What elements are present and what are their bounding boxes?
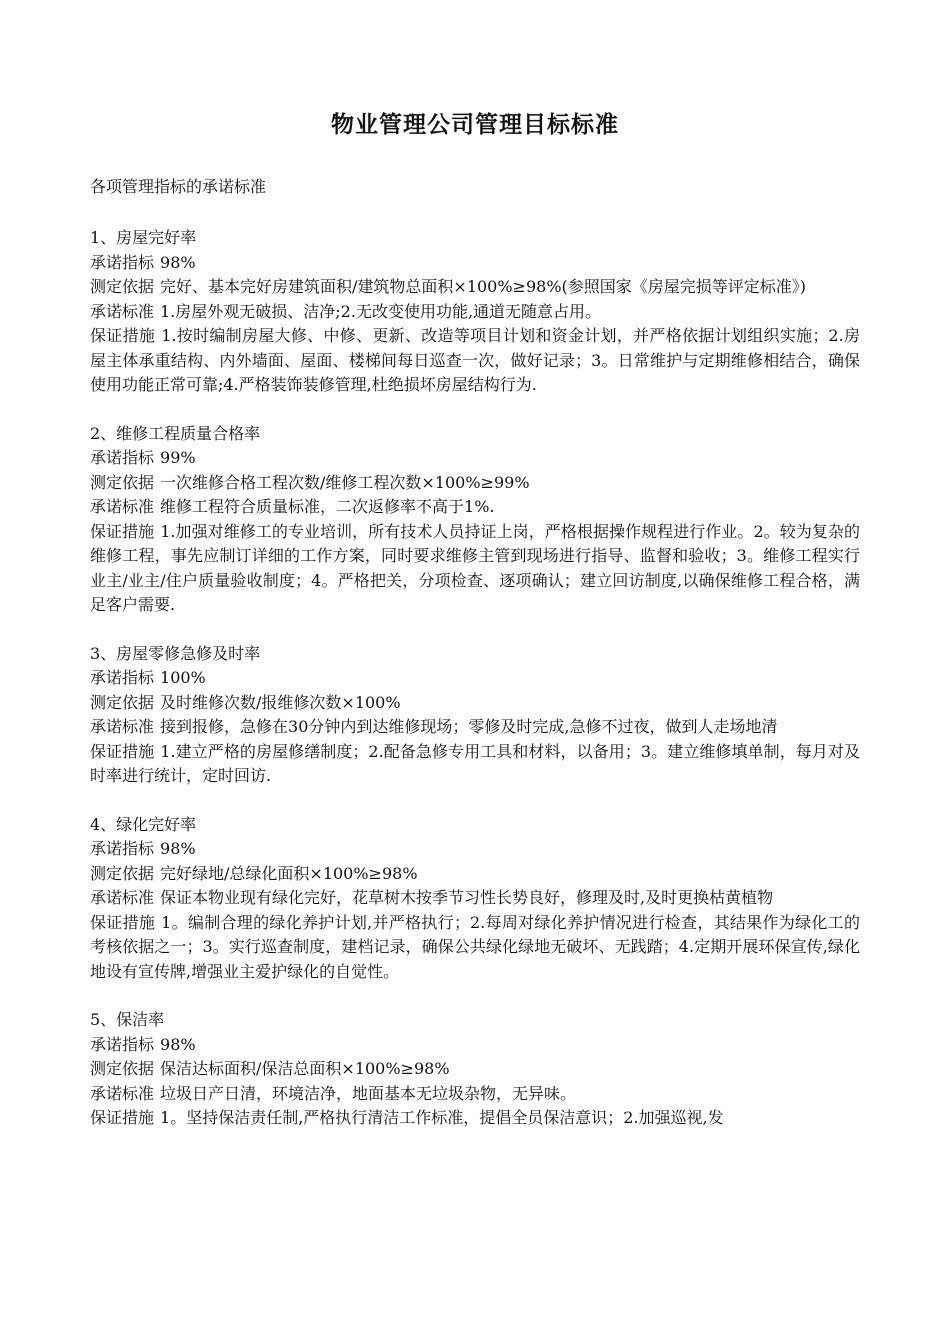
field-label: 保证措施 — [90, 521, 155, 541]
measures-line — [90, 911, 860, 985]
standard-line — [90, 1082, 860, 1107]
field-label: 承诺标准 — [90, 717, 155, 736]
field-label: 承诺指标 — [90, 839, 155, 858]
section-greening-intact-rate — [90, 813, 860, 985]
field-label: 承诺指标 — [90, 448, 155, 467]
measures-line — [90, 324, 860, 398]
field-value: 1.加强对维修工的专业培训，所有技术人员持证上岗，严格根据操作规程进行作业。2。较为复杂的维修工程，事先应制订详细的工作方案，同时要求维修主管到现场进行指导、监督和验收；3。维修工程实行业主/业主/住户质量验收制度；4。严格把关，分项检查、逐项确认；建立回访制度,以确保维修工程合格，满足客户需要. — [90, 521, 860, 614]
field-value: 99% — [160, 448, 196, 467]
field-value: 1。坚持保洁责任制,严格执行清洁工作标准，提倡全员保洁意识；2.加强巡视,发 — [160, 1108, 724, 1127]
field-value: 接到报修，急修在30分钟内到达维修现场；零修及时完成,急修不过夜，做到人走场地清 — [160, 717, 778, 736]
section-heading: 3、房屋零修急修及时率 — [90, 643, 261, 663]
basis-line — [90, 275, 860, 300]
field-label: 承诺指标 — [90, 252, 155, 272]
standard-line — [90, 886, 860, 911]
field-label: 保证措施 — [90, 1108, 155, 1127]
basis-line — [90, 862, 860, 887]
field-label: 承诺指标 — [90, 1034, 155, 1054]
section-heading: 2、维修工程质量合格率 — [90, 423, 261, 443]
field-value: 1。编制合理的绿化养护计划,并严格执行；2.每周对绿化养护情况进行检查，其结果作为绿化工的考核依据之一；3。实行巡查制度，建档记录，确保公共绿化绿地无破坏、无践踏；4.定期开展环保宣传,绿化地设有宣传牌,增强业主爱护绿化的自觉性。 — [90, 912, 860, 981]
section-heading: 5、保洁率 — [90, 1010, 165, 1029]
field-value: 及时维修次数/报维修次数×100% — [160, 692, 401, 712]
field-value: 完好绿地/总绿化面积×100%≥98% — [160, 863, 418, 883]
field-value: 一次维修合格工程次数/维修工程次数×100%≥99% — [160, 472, 530, 492]
section-repair-timeliness-rate — [90, 642, 860, 789]
field-value: 1.建立严格的房屋修缮制度；2.配备急修专用工具和材料，以备用；3。建立维修填单制，每月对及时率进行统计，定时回访. — [90, 741, 860, 785]
field-value: 98% — [160, 1034, 196, 1054]
field-value: 1.按时编制房屋大修、中修、更新、改造等项目计划和资金计划，并严格依据计划组织实施；2.房屋主体承重结构、内外墙面、屋面、楼梯间每日巡查一次，做好记录；3。日常维护与定期维修相结合，确保使用功能正常可靠;4.严格装饰装修管理,杜绝损坏房屋结构行为. — [90, 326, 860, 394]
section-repair-quality-rate — [90, 422, 860, 618]
field-value: 98% — [160, 252, 196, 272]
target-line — [90, 446, 860, 471]
field-label: 测定依据 — [90, 692, 155, 712]
field-value: 保证本物业现有绿化完好，花草树木按季节习性长势良好，修理及时,及时更换枯黄植物 — [160, 888, 774, 907]
field-label: 保证措施 — [90, 326, 156, 345]
field-value: 维修工程符合质量标准，二次返修率不高于1%. — [160, 497, 495, 516]
field-value: 100% — [160, 668, 206, 687]
target-line — [90, 251, 860, 276]
field-value: 保洁达标面积/保洁总面积×100%≥98% — [160, 1059, 450, 1078]
field-value: 垃圾日产日清，环境洁净，地面基本无垃圾杂物，无异味。 — [160, 1083, 577, 1103]
intro-text: 各项管理指标的承诺标准 — [90, 177, 267, 196]
basis-line — [90, 691, 860, 716]
standard-line — [90, 495, 860, 520]
field-label: 承诺标准 — [90, 888, 155, 907]
field-label: 承诺指标 — [90, 668, 155, 687]
section-heading: 4、绿化完好率 — [90, 814, 197, 834]
standard-line — [90, 715, 860, 740]
basis-line — [90, 471, 860, 496]
section-heading: 1、房屋完好率 — [90, 228, 197, 247]
measures-line — [90, 520, 860, 618]
section-cleaning-rate — [90, 1008, 860, 1131]
standard-line — [90, 300, 860, 325]
target-line — [90, 666, 860, 691]
section-housing-intact-rate — [90, 226, 860, 398]
field-label: 测定依据 — [90, 1059, 155, 1078]
measures-line — [90, 1106, 860, 1131]
field-label: 承诺标准 — [90, 497, 155, 516]
measures-line — [90, 740, 860, 789]
field-value: 1.房屋外观无破损、洁净;2.无改变使用功能,通道无随意占用。 — [160, 301, 602, 321]
field-value: 98% — [160, 839, 196, 858]
field-label: 保证措施 — [90, 912, 156, 932]
field-value: 完好、基本完好房建筑面积/建筑物总面积×100%≥98%(参照国家《房屋完损等评定标准》) — [160, 277, 807, 296]
field-label: 承诺标准 — [90, 301, 155, 321]
field-label: 测定依据 — [90, 472, 155, 492]
target-line — [90, 1033, 860, 1058]
document-title: 物业管理公司管理目标标准 — [331, 112, 619, 138]
field-label: 测定依据 — [90, 277, 155, 296]
target-line — [90, 837, 860, 862]
basis-line — [90, 1057, 860, 1082]
field-label: 保证措施 — [90, 741, 155, 761]
field-label: 测定依据 — [90, 863, 155, 883]
field-label: 承诺标准 — [90, 1083, 155, 1103]
document-page — [90, 110, 860, 1155]
